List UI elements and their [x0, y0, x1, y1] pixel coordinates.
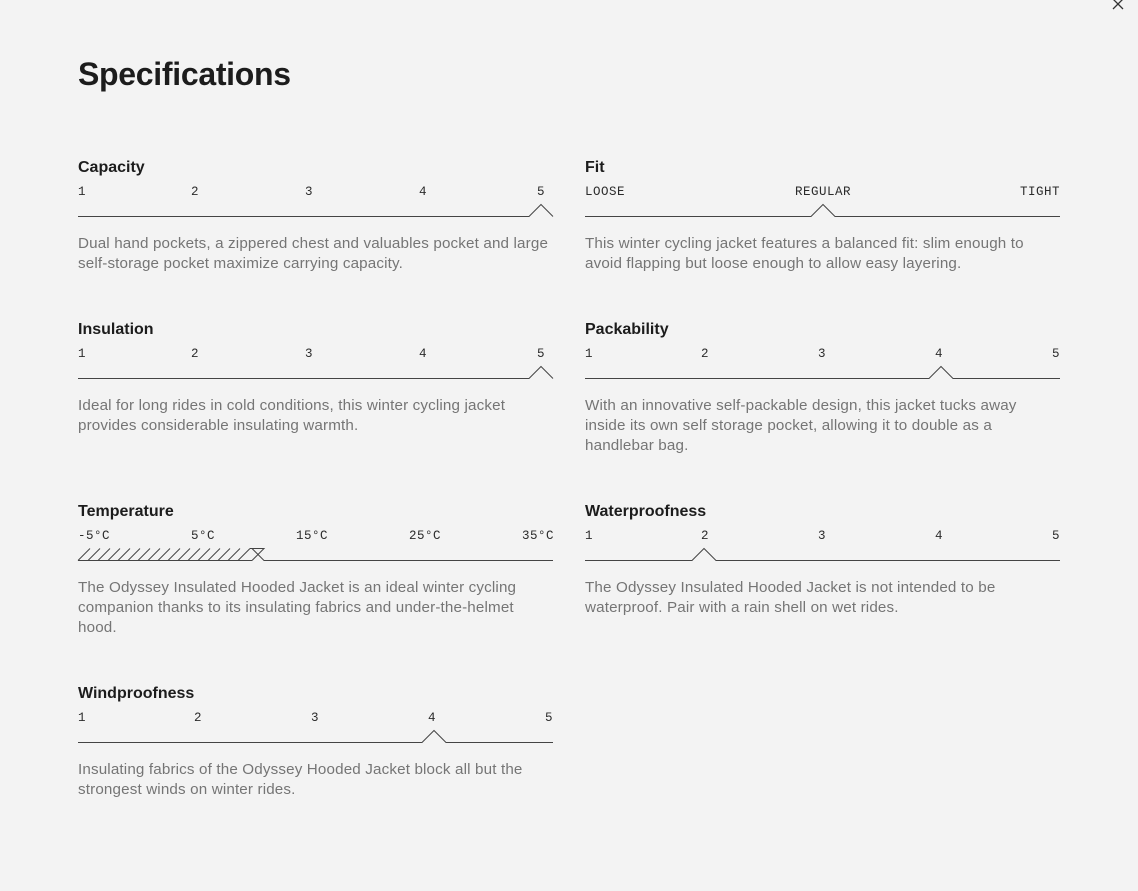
spec-title: Capacity	[78, 159, 145, 176]
scale-tick: 1	[78, 711, 87, 725]
scale-tick: 2	[194, 711, 203, 725]
scale-track	[78, 548, 553, 562]
page-title: Specifications	[78, 56, 291, 92]
scale-tick: 5	[1052, 529, 1061, 543]
scale-tick: 4	[419, 347, 428, 361]
spec-description: Insulating fabrics of the Odyssey Hooded Jacket block all but the strongest winds on winter rides.	[78, 761, 523, 798]
spec-title: Waterproofness	[585, 503, 707, 520]
scale-tick: 15°C	[296, 529, 329, 543]
scale-tick: 25°C	[409, 529, 442, 543]
spec-description: Dual hand pockets, a zippered chest and valuables pocket and large self-storage pocket maximize carrying capacity.	[78, 235, 549, 272]
scale-tick: 5	[1052, 347, 1061, 361]
value-marker	[78, 205, 553, 217]
scale-tick: 5°C	[191, 529, 216, 543]
range-hatch	[78, 549, 250, 561]
spec-description: The Odyssey Insulated Hooded Jacket is an ideal winter cycling companion thanks to its insulating fabrics and under-the-helmet hood.	[78, 579, 517, 636]
scale-tick: -5°C	[78, 529, 111, 543]
scale-tick: 2	[191, 347, 200, 361]
scale-track	[585, 366, 1060, 380]
scale-tick: 3	[311, 711, 320, 725]
spec-temperature	[78, 502, 553, 638]
windproofness-scale	[78, 710, 553, 748]
scale-tick: 1	[78, 185, 87, 199]
scale-track	[585, 204, 1060, 218]
spec-description: The Odyssey Insulated Hooded Jacket is not intended to be waterproof. Pair with a rain shell on wet rides.	[585, 579, 996, 616]
spec-title: Windproofness	[78, 685, 195, 702]
temperature-scale	[78, 528, 553, 566]
spec-description: With an innovative self-packable design, this jacket tucks away inside its own self storage pocket, allowing it to double as a handlebar bag.	[585, 397, 1017, 454]
scale-track	[78, 204, 553, 218]
close-button[interactable]	[1110, 0, 1126, 12]
scale-tick: 5	[545, 711, 554, 725]
scale-tick: TIGHT	[1019, 185, 1060, 199]
scale-tick: 2	[191, 185, 200, 199]
scale-tick: 2	[701, 529, 710, 543]
scale-tick: 5	[537, 347, 546, 361]
scale-tick: 4	[428, 711, 437, 725]
spec-description: This winter cycling jacket features a balanced fit: slim enough to avoid flapping but loose enough to allow easy layering.	[585, 235, 1024, 272]
spec-title: Packability	[585, 321, 669, 338]
scale-tick: 4	[419, 185, 428, 199]
insulation-scale	[78, 346, 553, 384]
close-icon	[1110, 0, 1126, 12]
scale-tick: 3	[305, 347, 314, 361]
value-marker	[585, 367, 1060, 379]
scale-tick: 3	[305, 185, 314, 199]
scale-tick: 1	[585, 529, 594, 543]
spec-title: Insulation	[78, 321, 154, 338]
scale-tick: 1	[585, 347, 594, 361]
scale-tick: REGULAR	[795, 185, 852, 199]
fit-scale	[585, 184, 1060, 222]
scale-tick: 1	[78, 347, 87, 361]
spec-packability	[585, 320, 1060, 456]
scale-tick: 3	[818, 529, 827, 543]
scale-tick: 5	[537, 185, 546, 199]
scale-tick: 35°C	[522, 529, 555, 543]
spec-capacity	[78, 158, 553, 274]
spec-title: Temperature	[78, 503, 174, 520]
capacity-scale	[78, 184, 553, 222]
scale-tick: 4	[935, 347, 944, 361]
scale-tick: LOOSE	[585, 185, 626, 199]
spec-windproofness	[78, 684, 553, 800]
waterproofness-scale	[585, 528, 1060, 566]
value-marker	[78, 731, 553, 743]
value-marker	[78, 367, 553, 379]
scale-tick: 2	[701, 347, 710, 361]
spec-waterproofness	[585, 502, 1060, 618]
spec-insulation	[78, 320, 553, 436]
value-marker	[585, 549, 1060, 561]
spec-title: Fit	[585, 159, 605, 176]
scale-track	[78, 730, 553, 744]
scale-tick: 3	[818, 347, 827, 361]
scale-track	[585, 548, 1060, 562]
spec-description: Ideal for long rides in cold conditions, this winter cycling jacket provides considerable insulating warmth.	[78, 397, 506, 434]
packability-scale	[585, 346, 1060, 384]
value-marker	[585, 205, 1060, 217]
scale-track	[78, 366, 553, 380]
spec-fit	[585, 158, 1060, 274]
scale-tick: 4	[935, 529, 944, 543]
